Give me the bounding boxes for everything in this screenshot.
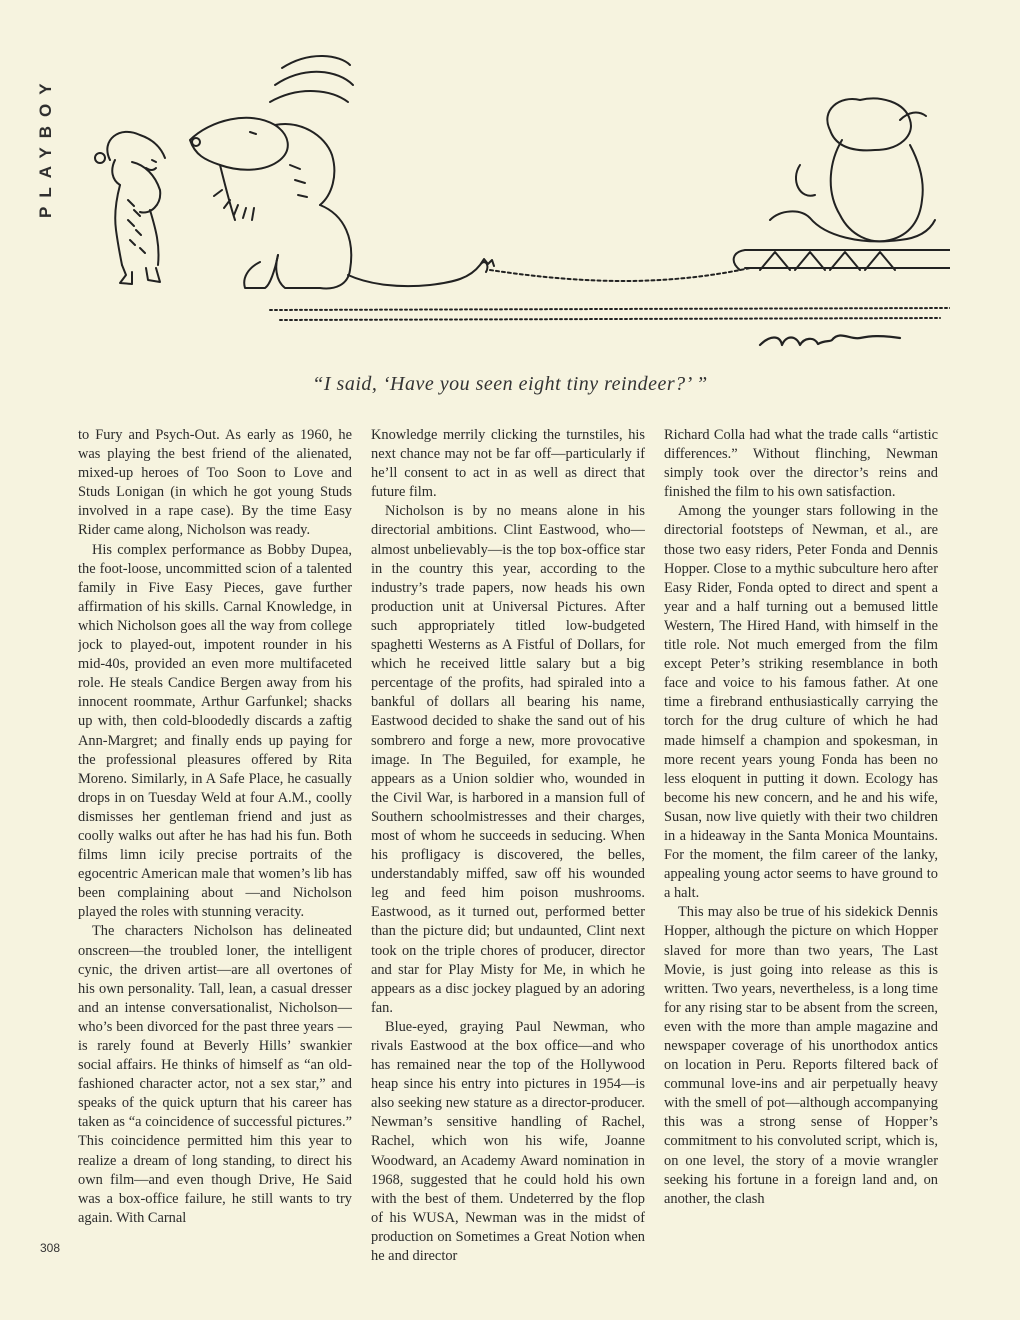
article-paragraph: The characters Nicholson has delineated onscreen—the troubled loner, the intelligent cynic, the driven artist—are all overtones of his own personality. Tall, lean, a casual dresser and an intense conversationalist, Nicholson—who’s been divorced for the past three years —is rarely found at Beverly Hills’ swankier social affairs. He thinks of himself as “an old-fashioned character actor, not a sex star,” and speaks of the quick upturn that his career has taken as “a coincidence of successful pictures.” This coincidence permitted him this year to realize a dream of long standing, to direct his own film—and even though Drive, He Said was a box-office failure, he still wants to try again. With Carnal (78, 923, 352, 1226)
santa-figure (95, 132, 165, 284)
article-paragraph: Nicholson is by no means alone in his directorial ambitions. Clint Eastwood, who—almost unbelievably—is the top box-office star in the country this year, according to the industry’s trade papers, now heads his own production unit at Universal Pictures. After such appropriately titled low-budgeted spaghetti Westerns as A Fistful of Dollars, for which he received little salary but a big percentage of the profits, had spiraled into a bankful of dollars all bearing his name, Eastwood decided to shake the sand out of his sombrero and forge a new, more provocative image. In The Beguiled, for example, he appears as a Union soldier who, wounded in the Civil War, is harbored in a mansion full of Southern schoolmistresses and their charges, most of whom he succeeds in seducing. When his profligacy is discovered, the belles, understandably miffed, saw off his wounded leg and feed him poison mushrooms. Eastwood, as it turned out, performed better than the picture did; but undaunted, Clint next took on the triple chores of producer, director and star for Play Misty for Me, in which he appears as a disc jockey plagued by an adoring fan. (371, 503, 645, 1016)
article-paragraph: Knowledge merrily clicking the turnstiles, his next chance may not be far off—particularly if he’ll consent to act in as well as direct that future film. (371, 427, 645, 501)
article-paragraph: Blue-eyed, graying Paul Newman, who rivals Eastwood at the box office—and who has remained near the top of the Hollywood heap since his entry into pictures in 1954—is also seeking new stature as a director-producer. Newman’s sensitive handling of Rachel, Rachel, which won his wife, Joanne Woodward, an Academy Award nomination in 1968, suggested that he could hold his own with the best of them. Undeterred by the flop of his WUSA, Newman was in the midst of production on Sometimes a Great Notion when he and director (371, 1018, 645, 1265)
article-paragraph: This may also be true of his sidekick Dennis Hopper, although the picture on which Hopper slaved for more than two years, The Last Movie, is just going into release as this is written. Two years, nevertheless, is a long time for any rising star to be absent from the screen, even with the more than ample magazine and newspaper coverage of his unorthodox antics on location in Peru. Reports filtered back of communal love-ins and air perpetually heavy with the smell of pot—although accompanying this was a strong sense of Hopper’s commitment to his convoluted script, which is, on one level, the story of a movie wrangler seeking his fortune in a foreign land and, on another, the clash (664, 904, 938, 1207)
magazine-sidebar-mark (36, 48, 60, 218)
article-paragraph: His complex performance as Bobby Dupea, the foot-loose, uncommitted scion of a talented family in Five Easy Pieces, gave further affirmation of his skills. Carnal Knowledge, in which Nicholson goes all the way from college jock to played-out, impotent rounder in his mid-40s, provided an even more multifaceted role. He steals Candice Bergen away from his innocent roommate, Arthur Garfunkel; shacks up with, then cold-bloodedly discards a zaftig Ann-Margret; and finally ends up paying for the professional pleasures offered by Rita Moreno. Similarly, in A Safe Place, he casually drops in on Tuesday Weld at four A.M., coolly dismisses her gentleman friend and just as coolly walks out after he has had his fun. Both films limn icily precise portraits of the egocentric American male that women’s lib has been complaining about —and Nicholson played the roles with stunning veracity. (78, 541, 352, 921)
article-body (78, 426, 938, 1276)
page-number: 308 (40, 1241, 61, 1255)
lion-figure (190, 56, 494, 288)
cartoon-caption: “I said, ‘Have you seen eight tiny reindeer?’ ” (312, 373, 708, 395)
article-paragraph: to Fury and Psych-Out. As early as 1960, he was playing the best friend of the alienated, mixed-up heroes of Too Soon to Love and Studs Lonigan (in which he got young Studs involved in a rape case). By the time Easy Rider came along, Nicholson was ready. (78, 427, 352, 539)
article-column-3 (664, 426, 938, 1276)
article-column-2 (371, 426, 645, 1276)
artist-signature (760, 335, 900, 345)
magazine-name: PLAYBOY (36, 74, 55, 218)
article-paragraph: Richard Colla had what the trade calls “artistic differences.” Without flinching, Newman simply took over the director’s reins and finished the film to his own satisfaction. (664, 427, 938, 501)
sleigh-figure (734, 98, 950, 270)
article-column-1 (78, 426, 352, 1276)
article-paragraph: Among the younger stars following in the directorial footsteps of Newman, et al., are those two easy riders, Peter Fonda and Dennis Hopper. Close to a mythic subculture hero after Easy Rider, Fonda opted to direct and spent a year and a half turning out a bemused little Western, The Hired Hand, with himself in the title role. Not much emerged from the film except Peter’s striking resemblance in both face and voice to his famous father. At one time a firebrand enthusiastically carrying the torch for the drug culture of which he had made himself a champion and spokesman, in more recent years young Fonda has been no less eloquent in putting it down. Ecology has become his new concern, and he and his wife, Susan, now live quietly with their two children in a hideaway in the Santa Monica Mountains. For the moment, the film career of the lanky, appealing young actor seems to have ground to a halt. (664, 503, 938, 902)
cartoon-illustration (70, 40, 950, 360)
